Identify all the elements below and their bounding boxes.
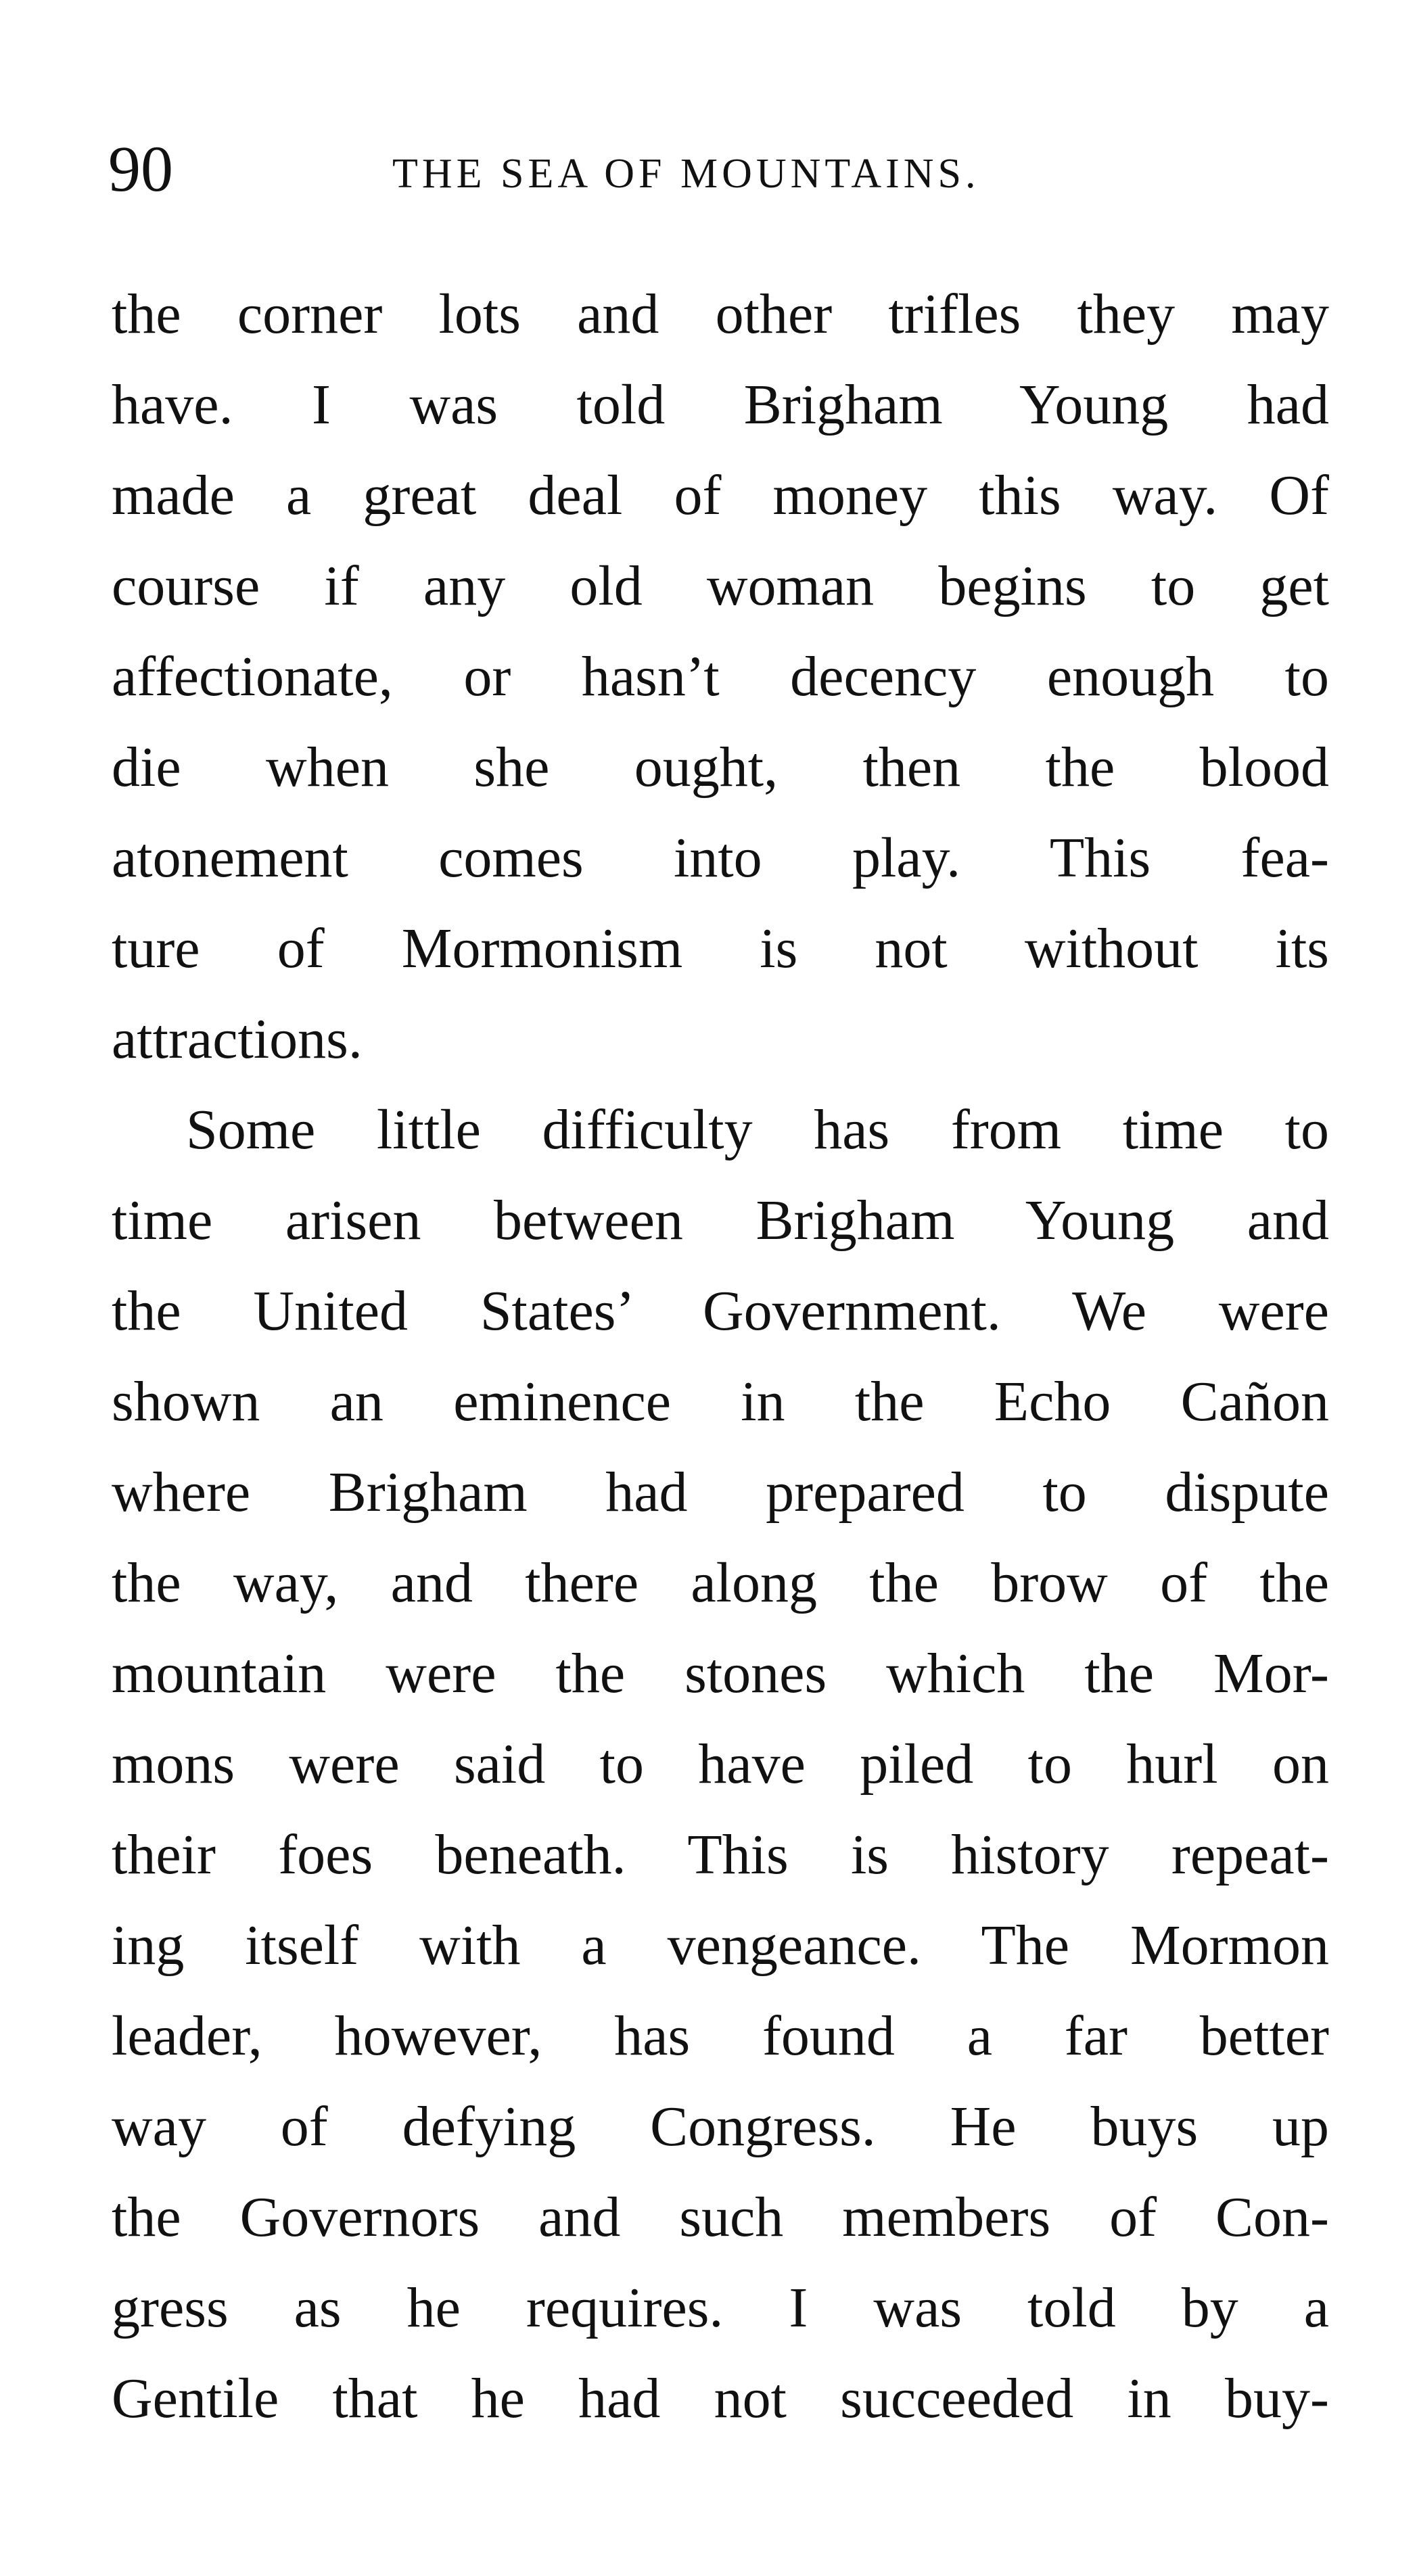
text-line: the United States’ Government. We were — [112, 1280, 1329, 1342]
text-line: Some little difficulty has from time to — [186, 1098, 1329, 1161]
text-line: the way, and there along the brow of the — [112, 1551, 1329, 1614]
text-line: attractions. — [112, 1008, 363, 1071]
text-line: their foes beneath. This is history repeat- — [112, 1823, 1329, 1886]
running-title: THE SEA OF MOUNTAINS. — [392, 151, 980, 197]
page-number: 90 — [108, 133, 173, 205]
text-line: the Governors and such members of Con- — [112, 2186, 1329, 2249]
text-line: made a great deal of money this way. Of — [112, 464, 1329, 527]
body-text — [112, 269, 1329, 2444]
paragraph-1 — [112, 269, 1329, 1085]
text-line: have. I was told Brigham Young had — [112, 373, 1329, 436]
text-line: affectionate, or hasn’t decency enough to — [112, 645, 1329, 708]
text-line: atonement comes into play. This fea- — [112, 826, 1329, 889]
text-line: leader, however, has found a far better — [112, 2005, 1329, 2067]
paragraph-2 — [112, 1085, 1329, 2444]
text-line: mons were said to have piled to hurl on — [112, 1733, 1329, 1796]
text-line: ing itself with a vengeance. The Mormon — [112, 1914, 1329, 1977]
text-line: where Brigham had prepared to dispute — [112, 1461, 1329, 1524]
text-line: course if any old woman begins to get — [112, 555, 1329, 617]
text-line: ture of Mormonism is not without its — [112, 917, 1329, 980]
text-line: shown an eminence in the Echo Cañon — [112, 1370, 1329, 1433]
page-header — [108, 122, 1326, 216]
text-line: way of defying Congress. He buys up — [112, 2095, 1329, 2158]
text-line: mountain were the stones which the Mor- — [112, 1642, 1329, 1705]
text-line: gress as he requires. I was told by a — [112, 2276, 1329, 2339]
text-line: Gentile that he had not succeeded in buy- — [112, 2367, 1329, 2430]
text-line: the corner lots and other trifles they may — [112, 283, 1329, 346]
text-line: time arisen between Brigham Young and — [112, 1189, 1329, 1252]
text-line: die when she ought, then the blood — [112, 736, 1329, 799]
